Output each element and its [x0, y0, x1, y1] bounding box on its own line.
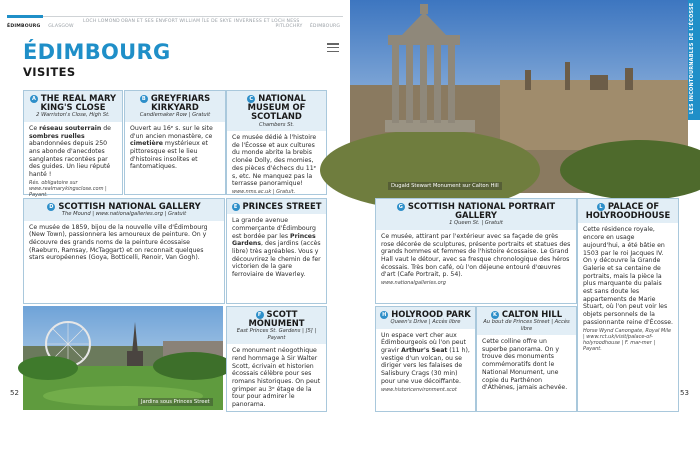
card-scott-monument: [226, 306, 327, 412]
card-address: Au bout de Princes Street | Accès libre: [483, 319, 570, 332]
breadcrumb-item-edimbourg[interactable]: ÉDIMBOURG: [7, 24, 41, 29]
card-address: 1 Queen St. | Gratuit: [449, 220, 503, 227]
side-tab-label: LES INCONTOURNABLES DE L'ÉCOSSE: [689, 2, 695, 114]
card-note: www.nationalgalleries.org: [381, 280, 446, 287]
breadcrumb-item-oban[interactable]: OBAN ET SES ENV.: [121, 19, 167, 24]
photo-calton-hill: [350, 0, 688, 193]
card-header: [227, 91, 326, 131]
photo-princes-gardens-image: [23, 306, 223, 410]
card-title: HOLYROOD PARK: [391, 309, 471, 319]
badge-icon: E: [232, 203, 240, 211]
card-address: Queen's Drive | Accès libre: [390, 319, 461, 326]
side-tab: [688, 0, 700, 120]
right-page: [350, 0, 700, 450]
card-body: Cette colline offre un superbe panorama. On y trouve des monuments commémoratifs dont le National Monument, une copie du Parthénon d'Athènes, jamais achevée.: [482, 338, 568, 392]
menu-icon: [327, 43, 339, 52]
card-note: Horse Wynd Canongate, Royal Mile | www.rct.uk/visit/palace-of-holyroodhouse | F. mar-mer | Payant.: [583, 327, 672, 353]
card-note: www.historicenvironment.scot: [381, 386, 457, 393]
card-header: [227, 307, 326, 344]
breadcrumb-item-skye[interactable]: ÎLE DE SKYE: [202, 19, 232, 24]
section-title: VISITES: [23, 65, 76, 79]
card-address: The Mound | www.nationalgalleries.org | Gratuit: [61, 211, 187, 218]
card-portrait-gallery: [375, 198, 577, 304]
badge-icon: C: [247, 95, 255, 103]
card-header: [24, 91, 122, 122]
breadcrumb-item-pitlochry[interactable]: PITLOCHRY: [275, 24, 303, 29]
breadcrumb-item-glasgow[interactable]: GLASGOW: [48, 24, 74, 29]
card-title: CALTON HILL: [501, 309, 563, 319]
card-note: www.nms.ac.uk | Gratuit.: [232, 188, 296, 195]
card-header: [376, 199, 576, 230]
card-header: [477, 307, 576, 335]
card-body: Ce musée de 1859, bijou de la nouvelle ville d'Édimbourg (New Town), passionnera les amoureux de peinture. On y découvre des grands noms de la peinture écossaise (Raeburn, Ramsay, McTaggart) et on reconnait quelques stars européennes (Goya, Botticelli, Renoir, Van Gogh).: [29, 223, 208, 262]
card-body: Ouvert au 16ᵉ s. sur le site d'un ancien monastère, ce cimetière mystérieux et pittoresque est le lieu d'histoires insolites et fantomatiques.: [130, 124, 213, 171]
card-body: La grande avenue commerçante d'Édimbourg est bordée par les Princes Gardens, des jardins (accès libre) très agréables. Vous y découvrirez le chemin de fer victorien de la gare ferroviaire de Waverley.: [232, 217, 321, 279]
badge-icon: H: [382, 312, 387, 318]
breadcrumb-rule: [7, 16, 343, 17]
card-title: SCOTTISH NATIONAL PORTRAIT GALLERY: [407, 201, 556, 221]
breadcrumb-item-fort-william[interactable]: FORT WILLIAM: [165, 19, 201, 24]
card-title: NATIONAL MUSEUM OF SCOTLAND: [247, 93, 306, 122]
badge-icon: L: [597, 203, 605, 211]
photo-calton-hill-image: [350, 0, 688, 193]
card-title: SCOTTISH NATIONAL GALLERY: [58, 201, 201, 211]
card-body: Ce musée dédié à l'histoire de l'Écosse et aux cultures du monde abrite la brebis clonée Dolly, des momies, des pièces d'échecs du 11ᵉ s, etc. Ne manquez pas la terrasse panoramique! www.nms.ac.uk | Gratuit.: [227, 131, 326, 198]
card-header: [578, 199, 678, 223]
card-body: Ce monument néogothique rend hommage à Sir Walter Scott, écrivain et historien écossais célèbre pour ses romans historiques. On peut grimper au 3ᵉ étage de la tour pour admirer le panorama.: [232, 347, 321, 409]
card-header: [125, 91, 225, 122]
page-number-right: 53: [680, 389, 689, 397]
card-scottish-national-gallery: [23, 198, 225, 304]
badge-icon: A: [30, 95, 38, 103]
card-title: THE REAL MARY KING'S CLOSE: [40, 93, 117, 113]
card-header: [227, 199, 326, 214]
card-address: Chambers St.: [258, 121, 295, 128]
card-note: Rés. obligatoire sur www.realmarykingsclose.com | Payant.: [29, 179, 107, 199]
card-body: Ce musée, attirant par l'extérieur avec sa façade de grès rose décorée de sculptures, présente portraits et statues des grands hommes et femmes de l'histoire écossaise. Le Grand Hall vaut le détour, avec sa fresque chronologique des héros écossais. Très bon café, où l'on déjeune entouré d'œuvres d'art (Cafe Portrait, p. 54). www.nationalgalleries.org: [381, 232, 571, 287]
card-address: Candlemaker Row | Gratuit: [139, 112, 211, 119]
card-title: PALACE OF HOLYROODHOUSE: [585, 201, 671, 221]
city-title: ÉDIMBOURG: [23, 40, 171, 64]
card-greyfriars: [124, 90, 226, 195]
photo-caption: Jardins sous Princes Street: [138, 398, 213, 406]
badge-icon: B: [140, 95, 148, 103]
card-body: Cette résidence royale, encore en usage aujourd'hui, a été bâtie en 1503 par le roi Jacques IV. On y découvre la Grande Galerie et sa centaine de portraits, mais la pièce la plus marquante du palais est sans doute les appartements de Marie Stuart, où l'on peut voir les objets personnels de la passionnante reine d'Écosse. Horse Wynd Canongate, Royal Mile | www.rct.uk/visit/palace-of-holyroodhouse | F. mar-mer | Payant.: [583, 226, 674, 353]
breadcrumb: [7, 18, 343, 34]
badge-icon: G: [398, 204, 403, 210]
card-national-museum: [226, 90, 327, 195]
card-princes-street: [226, 198, 327, 304]
card-header: [24, 199, 224, 221]
breadcrumb-item-loch-lomond[interactable]: LOCH LOMOND: [83, 19, 120, 24]
badge-icon: D: [49, 204, 54, 210]
card-mary-king: [23, 90, 123, 199]
card-holyroodhouse: [577, 198, 679, 412]
card-title: GREYFRIARS KIRKYARD: [150, 93, 211, 113]
card-holyrood-park: [375, 306, 476, 412]
badge-icon: F: [256, 311, 264, 319]
photo-princes-gardens: [23, 306, 223, 410]
card-body: Un espace vert cher aux Édimbourgeois où l'on peut gravir Arthur's Seat (11 h), vestige d'un volcan, ou se diriger vers les falaises de Salisbury Crags (30 min) pour une vue décoiffante. www.historicenvironment.scot: [381, 331, 470, 393]
breadcrumb-item-inverness[interactable]: INVERNESS ET LOCH NESS: [234, 19, 300, 24]
card-calton-hill: [476, 306, 577, 412]
card-body: Ce réseau souterrain de sombres ruelles abandonnées depuis 250 ans abonde d'anecdotes sanglantes racontées par des guides. Un lieu réputé hanté ! Rés. obligatoire sur www.realmarykingsclose.com | Payant.: [24, 122, 122, 202]
page-number-left: 52: [10, 389, 19, 397]
card-address: East Princes St. Gardens | [5] | Payant: [236, 328, 317, 341]
card-address: 2 Warriston's Close, High St.: [36, 112, 110, 119]
photo-caption: Dugald Stewart Monument sur Calton Hill: [388, 182, 502, 190]
card-header: [376, 307, 475, 329]
badge-icon: K: [491, 311, 499, 319]
breadcrumb-item-edimbourg-end[interactable]: ÉDIMBOURG: [309, 24, 341, 29]
card-title: SCOTT MONUMENT: [248, 309, 305, 329]
card-title: PRINCES STREET: [242, 201, 322, 211]
